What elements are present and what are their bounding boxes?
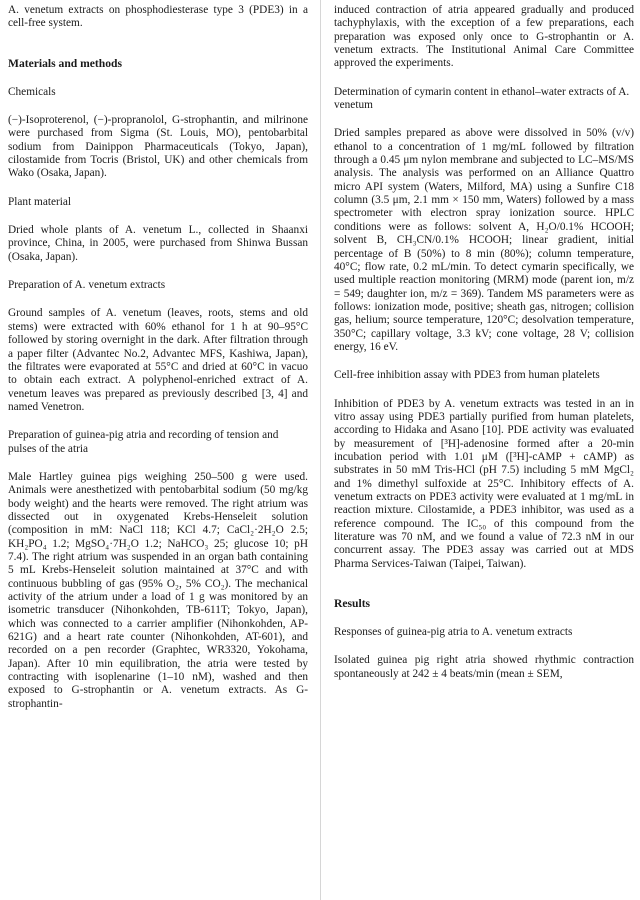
column-divider	[320, 0, 321, 900]
paragraph: Inhibition of PDE3 by A. venetum extracts was tested in an in vitro assay using PDE3 partially purified from human platelets, according to Hidaka and Asano [10]. PDE activity was evaluated by measurement of [³H]-adenosine formed after a 20-min incubation period with 1.01 μM ([³H]-cAMP + cAMP) as substrates in 50 mM Tris-HCl (pH 7.5) including 5 mM MgCl₂ and 1% dimethyl sulfoxide at 25°C. Inhibitory effects of A. venetum extracts on PDE3 activity were evaluated at 1 mg/mL in reaction mixture. Cilostamide, a PDE3 inhibitor, was used as a reference compound. The IC₅₀ of this compound from the literature was 70 nM, and we found a value of 72.3 nM in our concurrent assay. The PDE3 assay was carried out at MDS Pharma Services-Taiwan (Taipei, Taiwan).	[334, 397, 634, 570]
left-column	[8, 4, 308, 711]
subsection-heading: Chemicals	[8, 85, 56, 98]
subsection-heading: Plant material	[8, 195, 72, 208]
paragraph: Isolated guinea pig right atria showed rhythmic contraction spontaneously at 242 ± 4 beats/min (mean ± SEM,	[334, 654, 634, 680]
paragraph: Dried samples prepared as above were dissolved in 50% (v/v) ethanol to a concentration of 1 mg/mL followed by filtration through a 0.45 μm nylon membrane and subjected to LC–MS/MS analysis. The analysis was performed on an Alliance Quattro micro API system (Waters, Milford, MA) using a Sunfire C18 column (3.5 μm, 2.1 mm × 150 mm, Waters) followed by a mass spectrometer with electron spray ionization source. HPLC conditions were as follows: solvent A, H₂O/0.1% HCOOH; solvent B, CH₃CN/0.1% HCOOH; linear gradient, initial percentage of B (50%) to 8 min (80%); column temperature, 40°C; flow rate, 0.2 mL/min. To detect cymarin specifically, we used multiple reaction monitoring (MRM) mode (parent ion, m/z = 549; daughter ion, m/z = 369). Tandem MS parameters were as follows: ionization mode, positive; sheath gas, nitrogen; collision gas, helium; source temperature, 120°C; desolvation temperature, 350°C; capillary voltage, 3.3 kV; cone voltage, 28 V; collision energy, 16 eV.	[334, 127, 634, 353]
subsection-heading: Responses of guinea-pig atria to A. venetum extracts	[334, 626, 573, 639]
paragraph: Dried whole plants of A. venetum L., collected in Shaanxi province, China, in 2005, were purchased from Shinwa Bussan (Osaka, Japan).	[8, 224, 308, 263]
right-column	[334, 4, 634, 681]
subsection-heading: Cell-free inhibition assay with PDE3 from human platelets	[334, 369, 600, 382]
section-heading: Results	[334, 597, 371, 611]
paragraph: Male Hartley guinea pigs weighing 250–500 g were used. Animals were anesthetized with pentobarbital sodium (50 mg/kg body weight) and the hearts were removed. The right atrium was dissected out in oxygenated Krebs-Henseleit solution (composition in mM: NaCl 118; KCl 4.7; CaCl₂·2H₂O 2.5; KH₂PO₄ 1.2; MgSO₄·7H₂O 1.2; NaHCO₃ 25; glucose 10; pH 7.4). The right atrium was suspended in an organ bath containing 5 mL Krebs-Henseleit solution maintained at 37°C and with continuous bubbling of gas (95% O₂, 5% CO₂). The mechanical activity of the atrium under a load of 1 g was monitored by an isometric transducer (Nihonkohden, TB-611T; Tokyo, Japan), which was connected to a carrier amplifier (Nihonkohden, AP-621G) and a heart rate counter (Nihonkohden, AT-601), and recorded on a pen recorder (Graphtec, WR3320, Yokohama, Japan). After 10 min equilibration, the atria were tested by contracting with isoplenarine (1–10 nM), washed and then exposed to G-strophantin or A. venetum extracts. As G-strophantin-	[8, 470, 308, 710]
subsection-heading: Preparation of guinea-pig atria and recording of tension and pulses of the atria	[8, 429, 279, 455]
paragraph: (−)-Isoproterenol, (−)-propranolol, G-strophantin, and milrinone were purchased from Sigma (St. Louis, MO), pentobarbital sodium from Dainippon Pharmaceuticals (Tokyo, Japan), cilostamide from Tocris (Bristol, UK) and other chemicals from Wako (Osaka, Japan).	[8, 114, 308, 180]
continued-paragraph: A. venetum extracts on phosphodiesterase type 3 (PDE3) in a cell-free system.	[8, 4, 308, 30]
section-heading: Materials and methods	[8, 56, 123, 70]
subsection-heading: Determination of cymarin content in ethanol–water extracts of A. venetum	[334, 85, 630, 112]
subsection-heading: Preparation of A. venetum extracts	[8, 279, 166, 292]
paragraph: Ground samples of A. venetum (leaves, roots, stems and old stems) were extracted with 60% ethanol for 1 h at 90–95°C followed by storing overnight in the dark. After filtration through a paper filter (Advantec No.2, Advantec MFS, Kashiwa, Japan), the filtrates were evaporated at 55°C and dried at 60°C in vacuo to obtain each extract. A polyphenol-enriched extract of A. venetum leaves was prepared as previously described [3, 4] and named Venetron.	[8, 307, 308, 413]
continued-paragraph: induced contraction of atria appeared gradually and produced tachyphylaxis, with the exception of a few preparations, each preparation was exposed only once to G-strophantin or A. venetum extracts. The Institutional Animal Care Committee approved the experiments.	[334, 4, 634, 70]
